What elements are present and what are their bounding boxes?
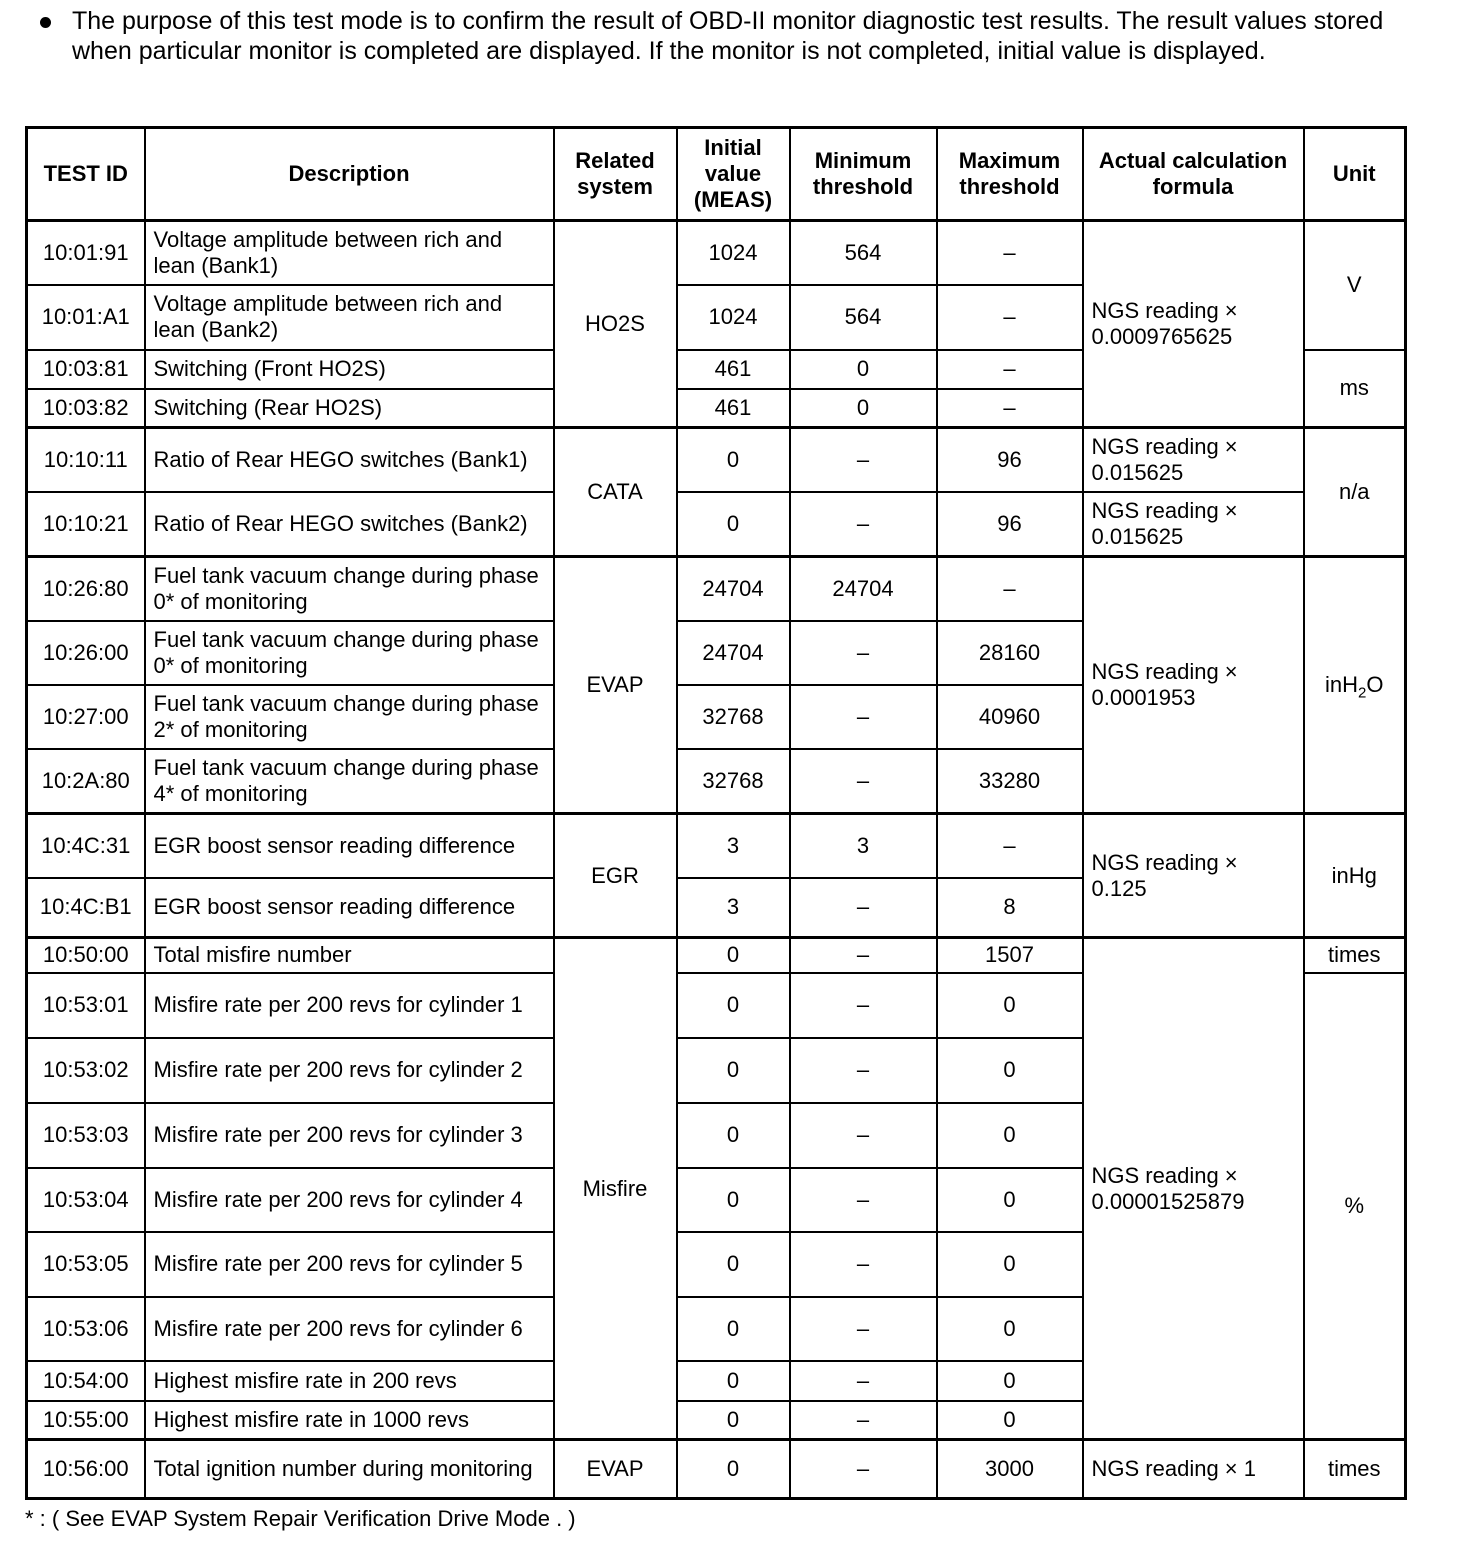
minimum-threshold: 3: [790, 814, 937, 878]
header-unit: Unit: [1304, 128, 1406, 221]
test-id: 10:53:06: [27, 1297, 145, 1361]
table-row: [27, 492, 1406, 557]
description: Fuel tank vacuum change during phase 2* of monitoring: [145, 685, 554, 749]
table-row: [27, 428, 1406, 492]
minimum-threshold: –: [790, 973, 937, 1038]
test-id: 10:56:00: [27, 1440, 145, 1499]
maximum-threshold: 0: [937, 973, 1083, 1038]
initial-value: 461: [677, 350, 790, 389]
initial-value: 24704: [677, 557, 790, 621]
calculation-formula: NGS reading × 0.00001525879: [1083, 938, 1304, 1440]
maximum-threshold: 33280: [937, 749, 1083, 814]
initial-value: 0: [677, 1103, 790, 1168]
intro-paragraph: [40, 6, 1420, 66]
test-id: 10:01:A1: [27, 285, 145, 350]
table-row: [27, 557, 1406, 621]
test-id: 10:53:04: [27, 1168, 145, 1232]
description: Misfire rate per 200 revs for cylinder 4: [145, 1168, 554, 1232]
minimum-threshold: 564: [790, 285, 937, 350]
header-maximum-threshold: Maximum threshold: [937, 128, 1083, 221]
minimum-threshold: –: [790, 1440, 937, 1499]
calculation-formula: NGS reading × 0.125: [1083, 814, 1304, 938]
minimum-threshold: –: [790, 1232, 937, 1297]
header-calculation-formula: Actual calculation formula: [1083, 128, 1304, 221]
maximum-threshold: 1507: [937, 938, 1083, 973]
unit: V: [1304, 221, 1406, 350]
minimum-threshold: –: [790, 1038, 937, 1103]
header-initial-value: Initial value (MEAS): [677, 128, 790, 221]
initial-value: 1024: [677, 285, 790, 350]
initial-value: 0: [677, 492, 790, 557]
test-id: 10:53:03: [27, 1103, 145, 1168]
intro-text: The purpose of this test mode is to confirm the result of OBD-II monitor diagnostic test results. The result values stored when particular monitor is completed are displayed. If the monitor is not completed, initial value is displayed.: [72, 7, 1384, 65]
minimum-threshold: 24704: [790, 557, 937, 621]
header-test-id: TEST ID: [27, 128, 145, 221]
unit: times: [1304, 938, 1406, 973]
initial-value: 461: [677, 389, 790, 428]
minimum-threshold: 0: [790, 389, 937, 428]
maximum-threshold: 96: [937, 492, 1083, 557]
initial-value: 0: [677, 938, 790, 973]
maximum-threshold: 0: [937, 1168, 1083, 1232]
initial-value: 0: [677, 1232, 790, 1297]
footnote: * : ( See EVAP System Repair Verification Drive Mode . ): [25, 1506, 576, 1531]
maximum-threshold: 0: [937, 1103, 1083, 1168]
minimum-threshold: 564: [790, 221, 937, 285]
unit-suffix: O: [1366, 672, 1384, 697]
description: EGR boost sensor reading difference: [145, 814, 554, 878]
minimum-threshold: –: [790, 685, 937, 749]
maximum-threshold: 8: [937, 878, 1083, 938]
maximum-threshold: –: [937, 350, 1083, 389]
minimum-threshold: –: [790, 1401, 937, 1440]
bullet-icon: [40, 17, 51, 28]
header-description: Description: [145, 128, 554, 221]
table-row: [27, 1440, 1406, 1499]
related-system: EVAP: [554, 1440, 677, 1499]
initial-value: 1024: [677, 221, 790, 285]
related-system: Misfire: [554, 938, 677, 1440]
description: Voltage amplitude between rich and lean (Bank1): [145, 221, 554, 285]
maximum-threshold: 0: [937, 1361, 1083, 1401]
test-id: 10:54:00: [27, 1361, 145, 1401]
description: Highest misfire rate in 1000 revs: [145, 1401, 554, 1440]
maximum-threshold: 0: [937, 1297, 1083, 1361]
minimum-threshold: –: [790, 428, 937, 492]
test-id: 10:53:02: [27, 1038, 145, 1103]
initial-value: 3: [677, 814, 790, 878]
related-system: HO2S: [554, 221, 677, 428]
description: Highest misfire rate in 200 revs: [145, 1361, 554, 1401]
table-row: [27, 221, 1406, 285]
minimum-threshold: –: [790, 492, 937, 557]
test-id: 10:26:80: [27, 557, 145, 621]
minimum-threshold: –: [790, 1103, 937, 1168]
test-id: 10:03:82: [27, 389, 145, 428]
test-id: 10:4C:B1: [27, 878, 145, 938]
header-related-system: Related system: [554, 128, 677, 221]
description: Fuel tank vacuum change during phase 0* of monitoring: [145, 621, 554, 685]
minimum-threshold: –: [790, 938, 937, 973]
description: Ratio of Rear HEGO switches (Bank1): [145, 428, 554, 492]
unit: %: [1304, 973, 1406, 1440]
minimum-threshold: –: [790, 621, 937, 685]
test-id: 10:01:91: [27, 221, 145, 285]
calculation-formula: NGS reading × 0.0001953: [1083, 557, 1304, 814]
related-system: EVAP: [554, 557, 677, 814]
initial-value: 32768: [677, 685, 790, 749]
related-system: EGR: [554, 814, 677, 938]
description: Misfire rate per 200 revs for cylinder 2: [145, 1038, 554, 1103]
initial-value: 32768: [677, 749, 790, 814]
maximum-threshold: 0: [937, 1232, 1083, 1297]
description: Misfire rate per 200 revs for cylinder 1: [145, 973, 554, 1038]
initial-value: 24704: [677, 621, 790, 685]
unit: [1304, 557, 1406, 814]
table-row: [27, 814, 1406, 878]
unit: times: [1304, 1440, 1406, 1499]
description: Switching (Front HO2S): [145, 350, 554, 389]
unit: n/a: [1304, 428, 1406, 557]
description: Switching (Rear HO2S): [145, 389, 554, 428]
test-id: 10:50:00: [27, 938, 145, 973]
related-system: CATA: [554, 428, 677, 557]
unit-subscript: 2: [1358, 684, 1367, 702]
test-id: 10:4C:31: [27, 814, 145, 878]
minimum-threshold: –: [790, 1361, 937, 1401]
test-id: 10:55:00: [27, 1401, 145, 1440]
description: Total misfire number: [145, 938, 554, 973]
minimum-threshold: –: [790, 1297, 937, 1361]
unit: ms: [1304, 350, 1406, 428]
maximum-threshold: 0: [937, 1038, 1083, 1103]
calculation-formula: NGS reading × 0.015625: [1083, 428, 1304, 492]
minimum-threshold: 0: [790, 350, 937, 389]
initial-value: 3: [677, 878, 790, 938]
description: Misfire rate per 200 revs for cylinder 3: [145, 1103, 554, 1168]
maximum-threshold: 0: [937, 1401, 1083, 1440]
description: Misfire rate per 200 revs for cylinder 6: [145, 1297, 554, 1361]
unit-prefix: inH: [1325, 672, 1359, 697]
description: Voltage amplitude between rich and lean (Bank2): [145, 285, 554, 350]
initial-value: 0: [677, 1297, 790, 1361]
maximum-threshold: –: [937, 557, 1083, 621]
maximum-threshold: 40960: [937, 685, 1083, 749]
unit: inHg: [1304, 814, 1406, 938]
test-id: 10:03:81: [27, 350, 145, 389]
maximum-threshold: –: [937, 814, 1083, 878]
test-id: 10:10:21: [27, 492, 145, 557]
test-id: 10:53:01: [27, 973, 145, 1038]
initial-value: 0: [677, 1361, 790, 1401]
test-id: 10:10:11: [27, 428, 145, 492]
description: Total ignition number during monitoring: [145, 1440, 554, 1499]
description: EGR boost sensor reading difference: [145, 878, 554, 938]
test-id: 10:27:00: [27, 685, 145, 749]
initial-value: 0: [677, 428, 790, 492]
initial-value: 0: [677, 1038, 790, 1103]
obd-monitor-test-table: [25, 126, 1407, 1500]
header-row: [27, 128, 1406, 221]
initial-value: 0: [677, 1401, 790, 1440]
minimum-threshold: –: [790, 749, 937, 814]
maximum-threshold: 28160: [937, 621, 1083, 685]
description: Ratio of Rear HEGO switches (Bank2): [145, 492, 554, 557]
test-id: 10:53:05: [27, 1232, 145, 1297]
minimum-threshold: –: [790, 1168, 937, 1232]
test-id: 10:2A:80: [27, 749, 145, 814]
calculation-formula: NGS reading × 0.015625: [1083, 492, 1304, 557]
maximum-threshold: –: [937, 221, 1083, 285]
maximum-threshold: 96: [937, 428, 1083, 492]
table-row: [27, 938, 1406, 973]
maximum-threshold: –: [937, 285, 1083, 350]
initial-value: 0: [677, 1168, 790, 1232]
description: Fuel tank vacuum change during phase 0* of monitoring: [145, 557, 554, 621]
description: Fuel tank vacuum change during phase 4* of monitoring: [145, 749, 554, 814]
minimum-threshold: –: [790, 878, 937, 938]
initial-value: 0: [677, 973, 790, 1038]
header-minimum-threshold: Minimum threshold: [790, 128, 937, 221]
description: Misfire rate per 200 revs for cylinder 5: [145, 1232, 554, 1297]
maximum-threshold: –: [937, 389, 1083, 428]
calculation-formula: NGS reading × 1: [1083, 1440, 1304, 1499]
maximum-threshold: 3000: [937, 1440, 1083, 1499]
calculation-formula: NGS reading × 0.0009765625: [1083, 221, 1304, 428]
initial-value: 0: [677, 1440, 790, 1499]
test-id: 10:26:00: [27, 621, 145, 685]
